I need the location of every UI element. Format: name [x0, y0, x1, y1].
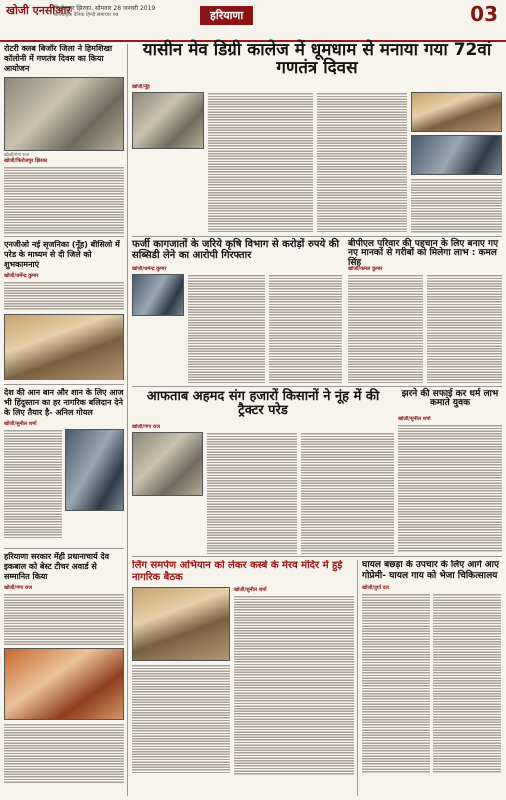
story-body [4, 593, 124, 645]
story-ngo-parade [4, 240, 124, 380]
story-photo [4, 77, 124, 151]
story-headline: बीपीएल परिवार की पहचान के लिए बनाए गए नए मानकों से गरीबों को मिलेगा लाभ : कमल सिंह [348, 239, 499, 268]
story-headline: देश की आन बान और शान के लिए आज भी हिंदुस्तान का हर नागरिक बलिदान देने के लिए तैयार है- अनिल गोयल [4, 388, 124, 417]
story-bpl-criteria [348, 266, 502, 384]
column-divider [127, 44, 128, 796]
story-body [348, 274, 423, 384]
story-photo [4, 648, 124, 720]
story-rotary-club [4, 44, 124, 234]
story-headline: फर्जी कागजातों के जरिये कृषि विभाग से करोड़ों रुपये की सब्सिडी लेने का आरोपी गिरफ्तार [132, 239, 340, 261]
story-body [4, 166, 124, 234]
story-waterfall-cleaning [398, 416, 502, 554]
story-subsidy-fraud [132, 266, 342, 384]
story-byline: खोजी/कमल कुमार [348, 266, 383, 272]
story-photo [132, 432, 203, 496]
story-body [427, 274, 502, 384]
story-photo [132, 92, 204, 149]
story-body [4, 281, 124, 311]
story-anil-goyal [4, 388, 124, 546]
brand-name: खोजी एनसीआर [6, 4, 71, 17]
story-body [411, 178, 502, 234]
story-body [317, 92, 407, 232]
story-body [208, 92, 313, 232]
story-temple-meeting [132, 560, 354, 796]
story-photo [4, 314, 124, 380]
dateline: फिरोजपुर झिरका, सोमवार 28 जनवरी 2019 [54, 5, 156, 12]
story-body [362, 593, 430, 773]
story-byline: खोजी/फिरोजपुर झिरका [4, 158, 48, 164]
story-body [4, 429, 62, 539]
story-body [301, 432, 394, 554]
story-byline: खोजी/धर्मेन्द्र कुमार [132, 266, 167, 272]
photo-caption: खोजी/गंगा राज [4, 153, 29, 158]
story-tractor-parade [132, 424, 394, 554]
story-photo [411, 135, 502, 175]
story-best-teacher-award [4, 552, 124, 796]
story-body [433, 593, 501, 773]
page-number: 03 [470, 2, 498, 26]
divider [132, 386, 502, 387]
story-body [188, 274, 265, 384]
column-divider [357, 560, 358, 796]
story-headline: हरियाणा सरकार मेंही प्रधानाचार्य देव इकबाल को बेस्ट टीचर अवार्ड से सम्मानित किया [4, 552, 110, 581]
story-byline: खोजी/गंगा राज [4, 585, 32, 591]
story-headline: रोटरी क्लब बिजॉर जिला ने हिमशिखा कॉलोनी में गणतंत्र दिवस का किया आयोजन [4, 44, 113, 73]
story-body [4, 723, 124, 783]
story-body [269, 274, 342, 384]
story-byline: खोजी/धर्मेन्द्र कुमार [4, 273, 39, 279]
divider [4, 384, 124, 385]
story-byline: खोजी/दुर्गा दत्त [362, 585, 389, 591]
divider [132, 236, 502, 237]
story-headline: घायल बछड़ा के उपचार के लिए आगे आए गोप्रेमी- घायल गाय को भेजा चिकित्सालय [362, 560, 499, 581]
story-headline: झरने की सफाई कर धर्म लाभ कमाते युवक [401, 389, 499, 409]
story-photo [65, 429, 125, 511]
story-body [234, 595, 354, 775]
story-photo [132, 587, 230, 661]
section-label: हरियाणा [200, 6, 253, 25]
story-byline: खोजी/गंगा राज [132, 424, 160, 430]
divider [4, 236, 124, 237]
story-byline: खोजी/सुनील शर्मा [4, 421, 37, 427]
masthead [0, 0, 506, 42]
story-injured-calf [362, 560, 502, 796]
story-byline: खोजी/सुनील शर्मा [234, 587, 267, 593]
story-body [207, 432, 296, 554]
dateline-sub: साप्ताहिक दैनिक हिन्दी समाचार पत्र [54, 12, 119, 18]
story-byline: खोजी/सुनील शर्मा [398, 416, 431, 422]
story-headline: आफताब अहमद संग हजारों किसानों ने नूंह में की ट्रैक्टर परेड [146, 389, 380, 418]
story-photo [411, 92, 502, 132]
story-headline: लिंग समर्पण अभियान को लेकर कस्बे के मेरव मंदिर में हुई नागरिक बैठक [132, 560, 343, 583]
story-lead [132, 84, 502, 234]
lead-headline: यासीन मेव डिग्री कालेज में धूमधाम से मनाया गया 72वां गणतंत्र दिवस [142, 40, 492, 78]
story-byline: खोजी/नूँह [132, 84, 150, 90]
story-body [132, 664, 230, 774]
story-headline: एनजीओ नई सृजनिका (नूँह) बीसिलो में परेड के माध्यम से दी जिले को शुभकामनाएं [4, 240, 120, 269]
story-body [398, 424, 502, 552]
story-photo [132, 274, 184, 316]
divider [132, 556, 502, 557]
divider [4, 548, 124, 549]
